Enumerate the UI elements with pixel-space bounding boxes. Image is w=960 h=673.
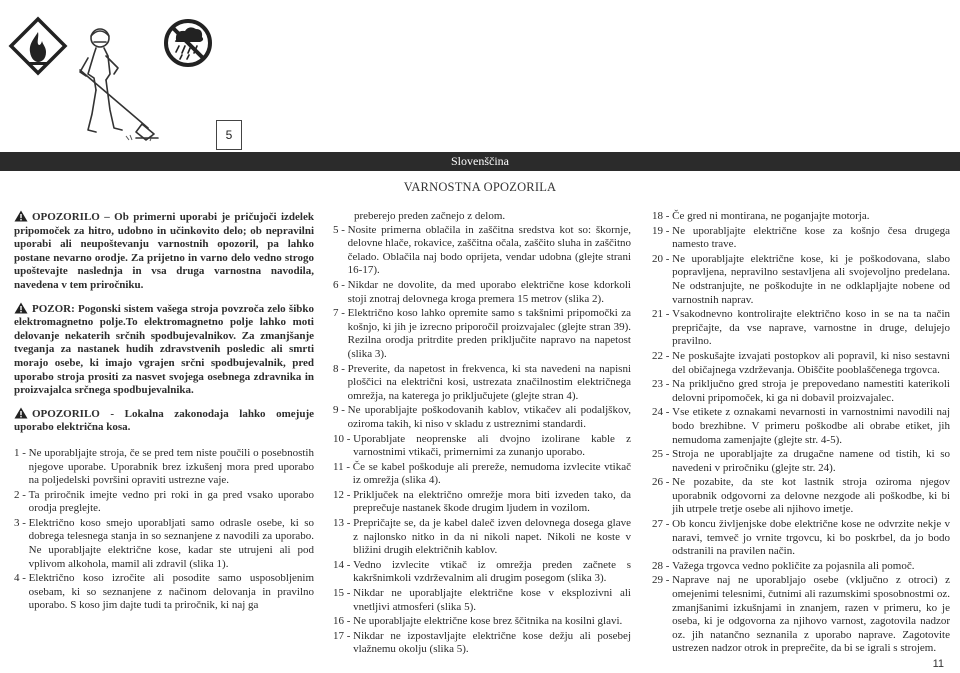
list-item: 14 - Vedno izvlecite vtikač iz omrežja preden začnete s kakršnimkoli vzdrževalnim ali drugim posegom (slika 3). [333, 558, 631, 585]
list-item: 18 - Če gred ni montirana, ne poganjajte motorja. [652, 210, 870, 222]
page-number: 11 [932, 658, 944, 670]
list-item: 27 - Ob koncu življenjske dobe električne kose ne odvrzite nekje v naravi, temveč jo vrnite trgovcu, ki bo poskrbel, da jo bodo odstranili na pravilen način. [652, 518, 950, 558]
list-item: 12 - Priključek na električno omrežje mora biti izveden tako, da preprečuje nastanek škode drugim ljudem in vozilom. [333, 488, 631, 515]
warning-text: OPOZORILO – Ob primerni uporabi je pričujoči izdelek pripomoček za hitro, udobno in učinkovito delo; ob nepravilni uporabi ali neupoštevanju varnostnih opozoril, pa lahko postane nevarno orodje. Za prijetno in varno delo vedno strogo upoštevajte naslednja in vsa druga varnostna navodila, navedena v tem priročniku. [14, 211, 314, 291]
list-item: 24 - Vse etikete z oznakami nevarnosti in varnostnimi navodili naj bodo brezhibne. V primeru poškodbe ali obrabe etiket, jih nemudoma zamenjajte (glejte str. 4-5). [652, 406, 950, 446]
no-rain-icon [163, 18, 213, 68]
trimmer-operator-figure [66, 18, 162, 146]
list-item: 5 - Nosite primerna oblačila in zaščitna sredstva kot so: škornje, delovne hlače, rokavice, zaščitna očala, zaščito sluha in zaščitno čelado. Oblačila naj bodo oprijeta, vendar udobna (glejte strani 16-17). [333, 223, 631, 277]
list-item: 8 - Preverite, da napetost in frekvenca, ki sta navedeni na napisni ploščici na električni kosi, ustrezata značilnostim električnega omrežja, na katerega jo priključujete (glejte stran 4). [333, 362, 631, 402]
page-box-number: 5 [216, 120, 242, 150]
list-item: 29 - Naprave naj ne uporabljajo osebe (vključno z otroci) z omejenimi telesnimi, čutnimi ali razumskimi sposobnostmi oz. zmanjšanimi izkušnjami in znanjem, razen v primeru, ko je oseba, ki je odgovorna za njihovo varnost, zagotovila nadzor oz. jih natančno seznanila z uporabo naprave. Zagotovite ustrezen nadzor otrok in preprečite, da bi se igrali s strojem. [652, 574, 950, 655]
list-item: 10 - Uporabljate neoprenske ali dvojno izolirane kable z varnostnimi vtikači, primernimi za zunanjo uporabo. [333, 432, 631, 459]
list-item: 6 - Nikdar ne dovolite, da med uporabo električne kose kdorkoli stoji znotraj delovnega kroga premera 15 metrov (slika 2). [333, 278, 631, 305]
list-item: 25 - Stroja ne uporabljajte za drugačne namene od tistih, ki so navedeni v priročniku (glejte str. 24). [652, 448, 950, 474]
list-item: 9 - Ne uporabljajte poškodovanih kablov, vtikačev ali podaljškov, oziroma takih, ki niso v skladu z ustreznimi standardi. [333, 404, 631, 430]
warning-paragraph [14, 302, 314, 398]
list-item: 17 - Nikdar ne izpostavljajte električne kose dežju ali posebej vlažnemu okolju (slika 5). [333, 629, 631, 656]
list-item: 22 - Ne poskušajte izvajati postopkov ali popravil, ki niso sestavni del običajnega vzdrževanja. Obiščite pooblaščenega trgovca. [652, 349, 950, 376]
list-item: 7 - Električno koso lahko opremite samo s takšnimi pripomočki za košnjo, ki jih je izrecno priporočil proizvajalec (glejte stran 39). Rezilna orodja pritrdite preden priključite napravo na napetost (slika 3). [333, 307, 631, 360]
list-item: 19 - Ne uporabljajte električne kose za košnjo česa drugega namesto trave. [652, 224, 950, 251]
warning-text: POZOR: Pogonski sistem vašega stroja povzroča zelo šibko elektromagnetno polje.To elektromagnetno polje lahko moti delovanje nekaterih srčnih spodbujevalnikov. Za zmanjšanje tveganja za nastanek hudih zdravstvenih posledic ali smrti morajo osebe, ki imajo vgrajen srčni spodbujevalnik, pred uporabo stroja prositi za nasvet svojega osebnega zdravnika in proizvajalca srčnega spodbujevalnika. [14, 302, 314, 397]
list-item: 23 - Na priključno gred stroja je prepovedano namestiti katerikoli delovni pripomoček, ki ga ni dobavil proizvajalec. [652, 378, 950, 404]
list-item: 13 - Prepričajte se, da je kabel daleč izven delovnega dosega glave z najlonsko nitko in da ni nikoli napet. Nikoli ne koste v bližini drugih električnih kablov. [333, 517, 631, 557]
list-item: 15 - Nikdar ne uporabljajte električne kose v eksplozivni ali vnetljivi atmosferi (slika 5). [333, 587, 631, 613]
warning-triangle-icon [14, 302, 28, 314]
list-item: 21 - Vsakodnevno kontrolirajte električno koso in se na ta način prepričajte, da vse naprave, varnostne in druge, delujejo pravilno. [652, 308, 950, 348]
section-title: VARNOSTNA OPOZORILA [403, 180, 557, 194]
column-3 [652, 210, 950, 657]
fire-warning-icon [8, 16, 68, 76]
language-bar: Slovenščina [0, 152, 960, 171]
list-item: 3 - Električno koso smejo uporabljati samo odrasle osebe, ki so dobrega telesnega stanja in so seznanjene z navodili za uporabo. Ne uporabljajte električne kose, kadar ste utrujeni ali pod vplivom alkohola, mamil ali zdravil (slika 1). [14, 516, 314, 570]
continuation-text: preberejo preden začnejo z delom. [354, 210, 506, 222]
warning-triangle-icon [14, 210, 28, 222]
warning-paragraph [14, 407, 314, 435]
warning-paragraph [14, 210, 314, 293]
list-item: 2 - Ta priročnik imejte vedno pri roki in ga pred vsako uporabo orodja preglejte. [14, 488, 314, 515]
warning-triangle-icon [14, 407, 28, 419]
column-1 [14, 210, 314, 614]
list-item: 26 - Ne pozabite, da ste kot lastnik stroja oziroma njegov uporabnik odgovorni za delovne nezgode ali poškodbe, ki bi jih utrpele tretje osebe ali njihovo imetje. [652, 476, 950, 516]
list-item: 20 - Ne uporabljajte električne kose, ki je poškodovana, slabo popravljena, nepravilno sestavljena ali svojevoljno predelana. Ne odstranjujte, ne poškodujte in ne odklapljajte nobene od varnostnih naprav. [652, 252, 950, 306]
list-item: 11 - Če se kabel poškoduje ali prereže, nemudoma izvlecite vtikač iz omrežja (slika 4). [333, 460, 631, 487]
warning-text: OPOZORILO - Lokalna zakonodaja lahko omejuje uporabo električna kosa. [14, 407, 314, 434]
list-item: 28 - Važega trgovca vedno pokličite za pojasnila ali pomoč. [652, 559, 915, 572]
list-item: 4 - Električno koso izročite ali posodite samo usposobljenim osebam, ki so seznanjene z načinom delovanja in pravilno uporabo. S koso jim dajte tudi ta priročnik, ki naj ga [14, 572, 314, 612]
column-2 [333, 210, 631, 658]
list-item: 1 - Ne uporabljajte stroja, če se pred tem niste poučili o posebnostih njegove uporabe. Uporabnik brez izkušenj mora pred uporabo na poljedelski površini opraviti ustrezne vaje. [14, 446, 314, 487]
list-item: 16 - Ne uporabljajte električne kose brez ščitnika na kosilni glavi. [333, 615, 623, 628]
